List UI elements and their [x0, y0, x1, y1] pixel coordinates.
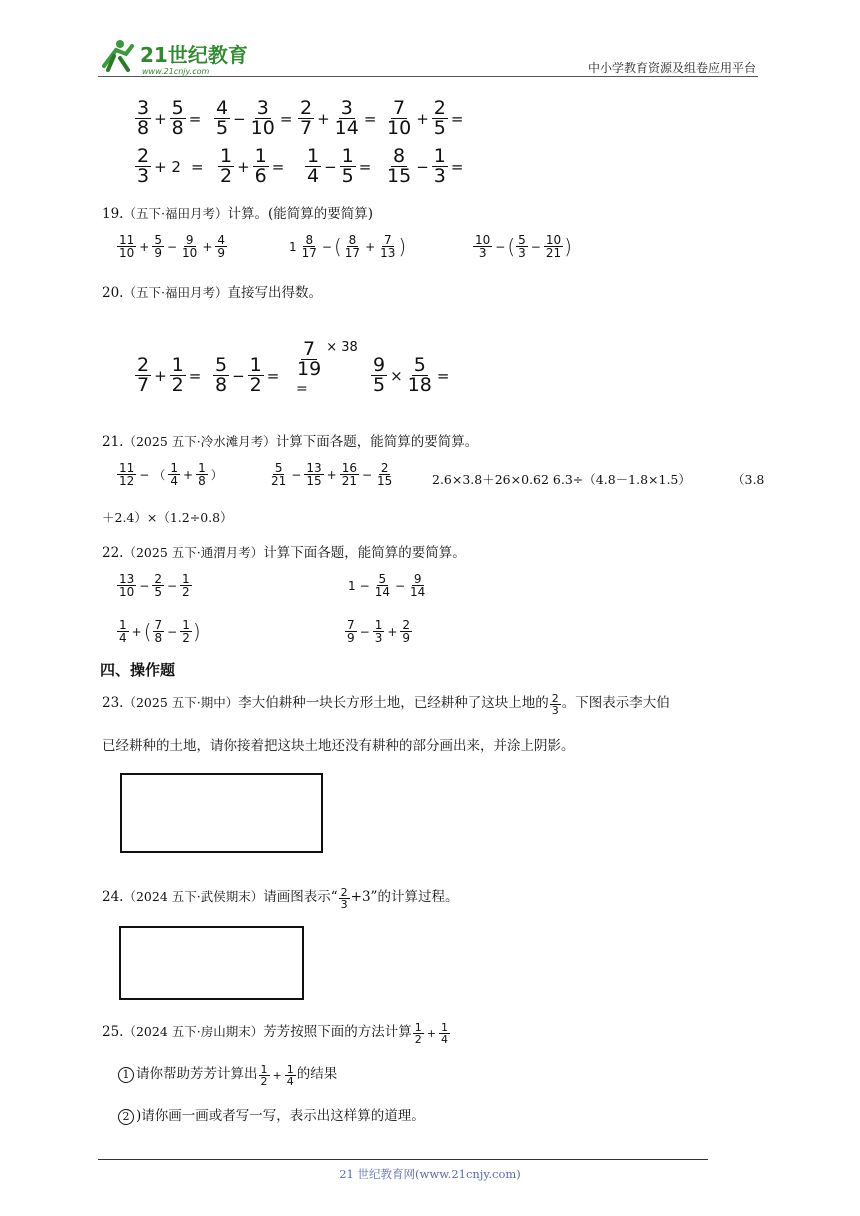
q19-expr1: $\frac{11}{10}$ + $\frac{5}{9}$ − $\frac{9}{10}$ + $\frac{4}{9}$ [119, 233, 226, 260]
q21-expr4-start: （3.8 [732, 472, 765, 487]
q19-expr3: $\frac{10}{3}$ − ( $\frac{5}{3}$ − $\frac{10}{21}$ ) [475, 233, 572, 260]
q24-drawing-rectangle[interactable] [119, 926, 304, 1000]
q25-heading: 25.（2024 五下·房山期末）芳芳按照下面的方法计算 $\frac{1}{2}$ + $\frac{1}{4}$ [102, 1020, 448, 1046]
q22-heading: 22.（2025 五下·通渭月考）计算下面各题，能简算的要简算。 [102, 545, 466, 561]
q19-expr2: 1 $\frac{8}{17}$ − ( $\frac{8}{17}$ + $\frac{7}{13}$ ) [289, 233, 407, 260]
q18-row2-e4: $\frac{8}{15}$ − $\frac{1}{3}$ = [387, 145, 464, 187]
q23-line2: 已经耕种的土地，请你接着把这块土地还没有耕种的部分画出来，并涂上阴影。 [102, 738, 575, 754]
q24-heading: 24.（2024 五下·武侯期末）请画图表示“ $\frac{2}{3}$ +3”的计算过程。 [102, 885, 459, 911]
q18-row2-e2: $\frac{1}{2}$ + $\frac{1}{6}$ = [220, 145, 285, 187]
q21-expr1: $\frac{11}{12}$ − （ $\frac{1}{4}$ + $\frac{1}{8}$ ） [119, 461, 223, 488]
q23-land-rectangle[interactable] [120, 773, 323, 853]
q18-row2-e3: $\frac{1}{4}$ − $\frac{1}{5}$ = [307, 145, 372, 187]
q18-row1-e4: $\frac{7}{10}$ + $\frac{2}{5}$ = [387, 97, 464, 139]
q25-part1: 1 请你帮助芳芳计算出 $\frac{1}{2}$ + $\frac{1}{4}$ 的结果 [118, 1062, 337, 1087]
q22-expr4: $\frac{7}{9}$ − $\frac{1}{3}$ + $\frac{2}{9}$ [347, 618, 411, 645]
q18-row1-e1: $\frac{3}{8}$ + $\frac{5}{8}$ = [137, 97, 202, 139]
header-divider [98, 76, 758, 77]
logo-url: www.21cnjy.com [142, 67, 210, 76]
q18-row1-e2: $\frac{4}{5}$ − $\frac{3}{10}$ = [216, 97, 293, 139]
q18-row1-e3: $\frac{2}{7}$ + $\frac{3}{14}$ = [300, 97, 377, 139]
circled-number-1: 1 [118, 1067, 134, 1083]
q21-expr2: $\frac{5}{21}$ − $\frac{13}{15}$ + $\frac{16}{21}$ − $\frac{2}{15}$ [271, 461, 393, 488]
q20-expr1: $\frac{2}{7}$ + $\frac{1}{2}$ = [137, 354, 202, 396]
q21-heading: 21.（2025 五下·冷水滩月考）计算下面各题，能简算的要简算。 [102, 434, 479, 450]
q22-expr2: 1 − $\frac{5}{14}$ − $\frac{9}{14}$ [348, 572, 426, 599]
logo-icon [96, 36, 256, 78]
footer-text[interactable]: 21 世纪教育网(www.21cnjy.com) [339, 1167, 521, 1181]
q25-part2: 2 )请你画一画或者写一写，表示出这样算的道理。 [118, 1104, 425, 1125]
q21-expr3: 2.6×3.8＋26×0.62 6.3÷（4.8－1.8×1.5） [432, 472, 691, 487]
q21-expr4-end: ＋2.4）×（1.2÷0.8） [102, 510, 233, 525]
footer-divider [98, 1159, 708, 1160]
logo-text: 21世纪教育 [140, 43, 248, 67]
circled-number-2: 2 [118, 1109, 134, 1125]
section-title-operations: 四、操作题 [100, 661, 176, 679]
q20-heading: 20.（五下·福田月考）直接写出得数。 [102, 285, 322, 301]
q18-row2-e1: $\frac{2}{3}$ + 2 = [137, 145, 204, 187]
q20-expr4: $\frac{9}{5}$ × $\frac{5}{18}$ = [373, 354, 450, 396]
q22-expr3: $\frac{1}{4}$ + ( $\frac{7}{8}$ − $\frac{1}{2}$ ) [119, 618, 201, 645]
q22-expr1: $\frac{13}{10}$ − $\frac{2}{5}$ − $\frac{1}{2}$ [119, 572, 190, 599]
q23-line1: 23.（2025 五下·期中）李大伯耕种一块长方形土地，已经耕种了这块上地的 $\frac{2}{3}$ 。下图表示李大伯 [102, 691, 670, 717]
platform-title: 中小学教育资源及组卷应用平台 [587, 61, 756, 75]
q20-expr3: $\frac{7}{19}$ $^{\times 38}$ = [296, 338, 358, 397]
q20-expr2: $\frac{5}{8}$ − $\frac{1}{2}$ = [215, 354, 280, 396]
q19-heading: 19.（五下·福田月考）计算。(能简算的要简算) [102, 206, 374, 222]
